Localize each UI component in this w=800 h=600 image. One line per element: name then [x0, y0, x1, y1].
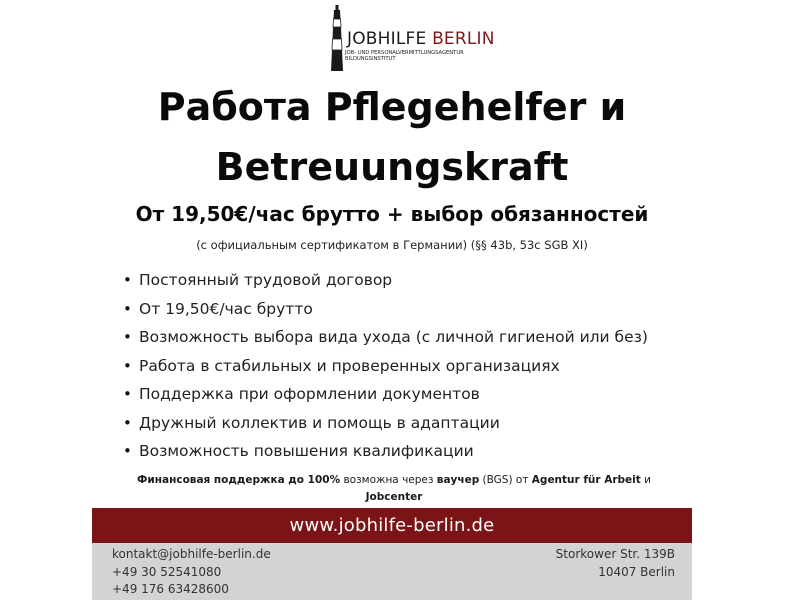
website-bar	[92, 508, 692, 543]
list-item	[121, 323, 648, 352]
funding-text-3: и	[640, 474, 651, 486]
funding-bold-3: Agentur für Arbeit	[531, 474, 641, 486]
bullet-icon: •	[123, 299, 132, 318]
page-title-line2: Betreuungskraft	[215, 145, 569, 189]
company-logo	[331, 5, 495, 75]
list-item	[121, 409, 648, 438]
list-item-text: Работа в стабильных и проверенных организациях	[139, 356, 560, 375]
funding-note-line1	[128, 472, 660, 489]
logo-wordmark	[331, 29, 495, 49]
bullet-icon: •	[123, 442, 132, 460]
bullet-icon: •	[123, 385, 132, 403]
phone-link-landline[interactable]: +49 30 52541080	[112, 564, 222, 579]
website-link[interactable]: www.jobhilfe-berlin.de	[289, 515, 495, 536]
logo-tagline-line2: BILDUNGSINSTITUT	[345, 56, 396, 62]
list-item	[121, 380, 648, 409]
funding-bold-4: Jobcenter	[365, 491, 423, 503]
page-title-line1: Работа Pflegehelfer и	[157, 85, 627, 129]
funding-note	[128, 472, 660, 506]
phone-link-mobile[interactable]: +49 176 63428600	[112, 582, 229, 596]
list-item	[121, 266, 648, 295]
funding-text-2: (BGS) от	[479, 474, 532, 486]
page-subtitle: От 19,50€/час брутто + выбор обязанностей	[135, 202, 649, 226]
bullet-icon: •	[123, 356, 132, 375]
certificate-note: (с официальным сертификатом в Германии) (§§ 43b, 53c SGB XI)	[196, 238, 588, 252]
address	[556, 546, 675, 581]
benefits-list	[121, 266, 648, 466]
address-city: 10407 Berlin	[598, 564, 675, 579]
email-link[interactable]: kontakt@jobhilfe-berlin.de	[112, 547, 271, 561]
list-item	[121, 352, 648, 381]
funding-bold-1: Финансовая поддержка до 100%	[137, 474, 341, 486]
list-item-text: Постоянный трудовой договор	[139, 271, 393, 289]
bullet-icon: •	[123, 413, 132, 432]
contact-details	[112, 546, 271, 599]
address-street: Storkower Str. 139B	[555, 547, 675, 561]
bullet-icon: •	[123, 271, 132, 289]
list-item	[121, 295, 648, 324]
list-item-text: Возможность выбора вида ухода (с личной гигиеной или без)	[139, 328, 648, 346]
contact-bar	[92, 543, 692, 600]
logo-name-part2: BERLIN	[432, 29, 495, 49]
funding-note-line2	[128, 489, 660, 506]
funding-text-1: возможна через	[340, 474, 437, 486]
list-item-text: Возможность повышения квалификации	[139, 442, 474, 460]
logo-name-part1: JOBHILFE	[347, 29, 427, 49]
logo-tagline-line1: JOB- UND PERSONALVERMITTLUNGSAGENTUR	[345, 50, 464, 56]
funding-bold-2: ваучер	[436, 474, 480, 486]
list-item-text: Дружный коллектив и помощь в адаптации	[139, 413, 500, 432]
logo-tagline	[345, 50, 464, 62]
list-item-text: От 19,50€/час брутто	[139, 299, 313, 318]
list-item	[121, 437, 648, 466]
bullet-icon: •	[123, 328, 132, 346]
list-item-text: Поддержка при оформлении документов	[139, 385, 480, 403]
